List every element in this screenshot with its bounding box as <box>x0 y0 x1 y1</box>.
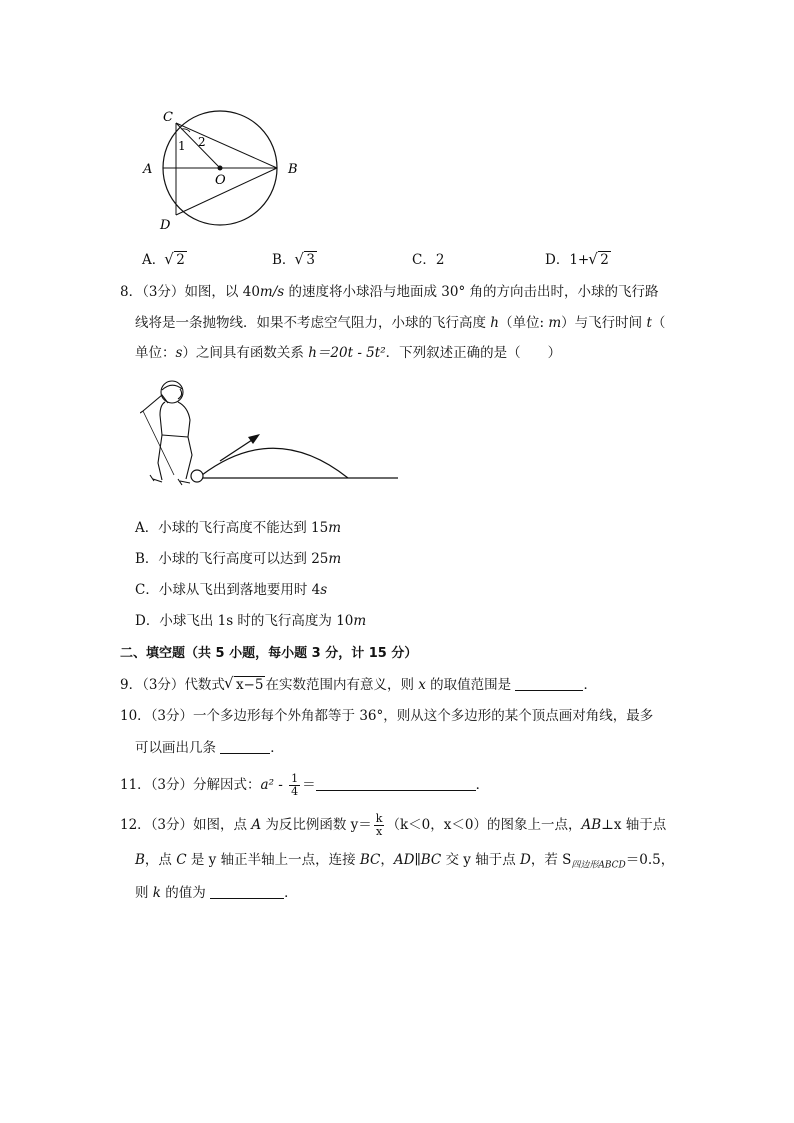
q12-answer-blank[interactable] <box>210 884 284 899</box>
label-C: C <box>163 110 173 125</box>
q7-option-d: D．1+√ 2 <box>545 248 611 268</box>
q12-line-2: B，点 C 是 y 轴正半轴上一点，连接 BC，AD∥BC 交 y 轴于点 D，若 $S_{四边形ABCD}=0.5$， <box>135 852 675 871</box>
q9-line: 9．（3分）代数式√ x−5 在实数范围内有意义，则 x 的取值范围是 ． <box>120 675 597 695</box>
q8-option-c: C．小球从飞出到落地要用时 4s <box>135 582 328 598</box>
q8-line-2: 线将是一条抛物线．如果不考虑空气阻力，小球的飞行高度 h（单位: m）与飞行时间 t（ <box>135 315 666 331</box>
golfer-icon <box>140 381 192 485</box>
q9-answer-blank[interactable] <box>515 676 583 691</box>
q8-golfer-figure <box>140 375 402 505</box>
label-2: 2 <box>198 135 206 149</box>
label-A: A <box>143 162 153 177</box>
section-2-title: 二、填空题（共 5 小题，每小题 3 分，计 15 分） <box>120 646 418 661</box>
q8-line-1: 8．（3分）如图，以 40m/s 的速度将小球沿与地面成 30° 角的方向击出时，小球的飞行路 <box>120 284 659 300</box>
label-D: D <box>160 218 171 233</box>
q7-option-a: A．√ 2 <box>142 248 187 268</box>
q10-line-1: 10．（3分）一个多边形每个外角都等于 36°，则从这个多边形的某个顶点画对角线，最多 <box>120 708 654 724</box>
q7-option-b: B．√ 3 <box>272 248 317 268</box>
q10-answer-blank[interactable] <box>220 739 270 754</box>
q11-line: 11．（3分）分解因式：a² - $\frac{1}{4}$ ＝ ． <box>120 772 490 798</box>
q10-line-2: 可以画出几条 ． <box>135 740 284 756</box>
q8-option-b: B．小球的飞行高度可以达到 25m <box>135 551 342 567</box>
q12-line-3: 则 k 的值为 ． <box>135 885 298 901</box>
q7-circle-figure <box>135 98 310 238</box>
q8-option-a: A．小球的飞行高度不能达到 15m <box>135 520 342 536</box>
label-B: B <box>288 162 298 177</box>
q8-line-3: 单位：s）之间具有函数关系 h＝20t - 5t²．下列叙述正确的是（ ） <box>135 345 562 361</box>
q7-option-c: C．2 <box>412 252 445 268</box>
q12-line-1: 12．（3分）如图，点 A 为反比例函数 y＝ $\frac{k}{x}$ （k＜0，x＜0）的图象上一点，AB⊥x 轴于点 <box>120 812 667 838</box>
q8-option-d: D．小球飞出 1s 时的飞行高度为 10m <box>135 613 367 629</box>
q11-answer-blank[interactable] <box>316 776 476 791</box>
label-1: 1 <box>178 139 186 153</box>
label-O: O <box>215 173 226 188</box>
